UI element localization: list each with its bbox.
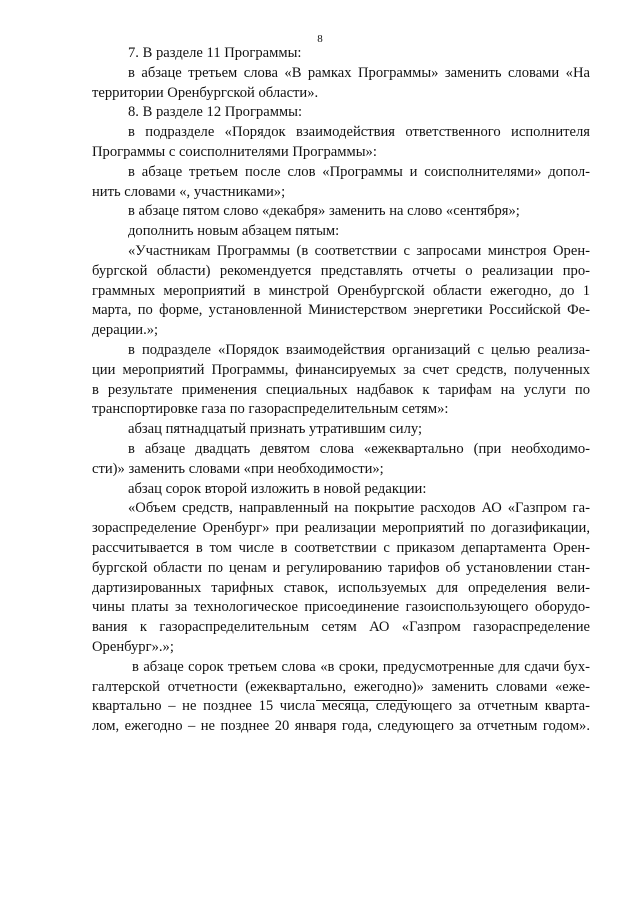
text-line: галтерской отчетности (ежеквартально, ежегодно)» заменить словами «еже- — [92, 678, 590, 695]
text-line: в результате применения специальных надбавок к тарифам на услуги по — [92, 381, 590, 398]
text-line: бургской области по ценам и регулированию тарифов об установлении стан- — [92, 559, 590, 576]
text-line: марта, по форме, установленной Министерством энергетики Российской Фе- — [92, 302, 590, 319]
text-line: в подразделе «Порядок взаимодействия организаций с целью реализа- — [128, 341, 590, 358]
text-line: квартально – не позднее 15 числа месяца, следующего за отчетным кварта- — [92, 698, 590, 715]
text-line: абзац пятнадцатый признать утратившим силу; — [128, 421, 423, 438]
end-of-text-rule — [316, 700, 407, 701]
text-line: дартизированных тарифных ставок, используемых для определения вели- — [92, 579, 590, 596]
text-line: Программы с соисполнителями Программы»: — [92, 143, 377, 160]
text-line: в абзаце двадцать девятом слова «ежеквартально (при необходимо- — [128, 440, 590, 457]
text-line: вания к газораспределительным сетям АО «Газпром газораспределение — [92, 619, 590, 636]
text-line: граммных мероприятий в минстрой Оренбургской области ежегодно, до 1 — [92, 282, 590, 299]
text-line: зораспределение Оренбург» при реализации мероприятий по догазификации, — [92, 520, 590, 537]
text-line: чины платы за технологическое присоединение газоиспользующего оборудо- — [92, 599, 590, 616]
text-line: ции мероприятий Программы, финансируемых за счет средств, полученных — [92, 361, 590, 378]
text-line: 7. В разделе 11 Программы: — [128, 45, 302, 61]
text-line: лом, ежегодно – не позднее 20 января года, следующего за отчетным годом». — [92, 718, 590, 735]
text-line: в абзаце третьем слова «В рамках Программы» заменить словами «На — [128, 64, 590, 81]
text-line: бургской области) рекомендуется представлять отчеты о реализации про- — [92, 262, 590, 279]
text-line: в подразделе «Порядок взаимодействия ответственного исполнителя — [128, 124, 590, 141]
text-line: 8. В разделе 12 Программы: — [128, 104, 303, 121]
text-line: рассчитывается в том числе в соответствии с приказом департамента Орен- — [92, 539, 590, 556]
document-body — [92, 44, 590, 737]
text-line: Оренбург».»; — [92, 638, 174, 655]
text-line: в абзаце пятом слово «декабря» заменить на слово «сентября»; — [128, 203, 520, 220]
text-line: дополнить новым абзацем пятым: — [128, 223, 340, 240]
text-line: «Объем средств, направленный на покрытие расходов АО «Газпром га- — [128, 500, 590, 517]
text-line: абзац сорок второй изложить в новой редакции: — [128, 480, 427, 497]
text-line: в абзаце сорок третьем слова «в сроки, предусмотренные для сдачи бух- — [132, 658, 590, 675]
text-line: нить словами «, участниками»; — [92, 183, 286, 200]
text-line: в абзаце третьем после слов «Программы и соисполнителями» допол- — [128, 163, 590, 180]
text-line: транспортировке газа по газораспределительным сетям»: — [92, 401, 449, 418]
text-line: сти)» заменить словами «при необходимости»; — [92, 460, 384, 477]
text-line: территории Оренбургской области». — [92, 84, 319, 101]
text-line: «Участникам Программы (в соответствии с запросами минстроя Орен- — [128, 242, 590, 259]
page-number: 8 — [317, 33, 323, 45]
text-line: дерации.»; — [92, 322, 159, 339]
